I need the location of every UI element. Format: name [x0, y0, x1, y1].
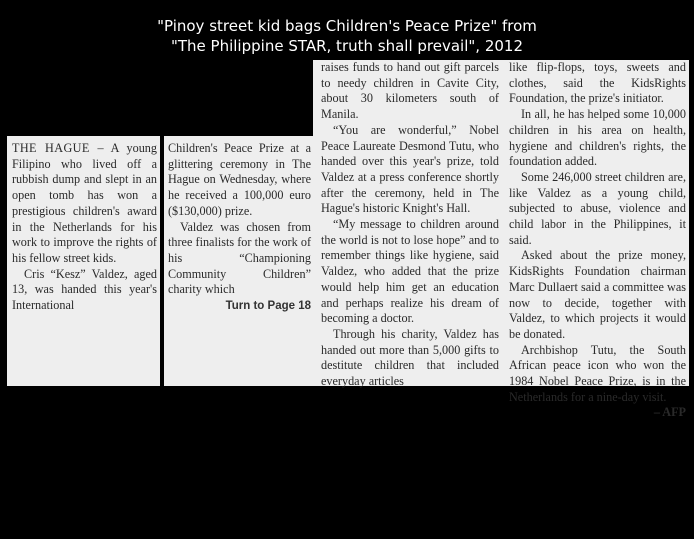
paragraph: Some 246,000 street children are, like Valdez as a young child, subjected to abuse, violence and child labor in the Philippines, it said.	[509, 169, 686, 247]
turn-to-page-label: Turn to Page 18	[225, 300, 311, 313]
image-caption	[0, 16, 694, 56]
paragraph: Valdez was chosen from three finalists for the work of his “Championing Community Children” charity which	[168, 219, 311, 297]
article-column-4	[503, 60, 689, 420]
paragraph: Children's Peace Prize at a glittering ceremony in The Hague on Wednesday, where he received a 100,000 euro ($130,000) prize.	[168, 141, 311, 218]
article-column-3	[318, 60, 503, 389]
paragraph: THE HAGUE – A young Filipino who lived off a rubbish dump and slept in an open tomb has won a prestigious children's award in the Netherlands for his work to improve the rights of his fellow street kids.	[12, 141, 157, 265]
article-column-1	[7, 136, 160, 386]
caption-line-2: "The Philippine STAR, truth shall prevail", 2012	[170, 37, 523, 55]
paragraph: raises funds to hand out gift parcels to needy children in Cavite City, about 30 kilometers south of Manila.	[321, 60, 499, 122]
dateline: THE HAGUE	[12, 141, 90, 155]
paragraph: In all, he has helped some 10,000 children in his area on health, hygiene and children's rights, the foundation added.	[509, 107, 686, 169]
credit-line: – AFP	[653, 405, 686, 420]
paragraph: like flip-flops, toys, sweets and clothes, said the KidsRights Foundation, the prize's initiator.	[509, 60, 686, 106]
caption-line-1: "Pinoy street kid bags Children's Peace Prize" from	[157, 17, 537, 35]
paragraph: Cris “Kesz” Valdez, aged 13, was handed this year's International	[12, 266, 157, 313]
paragraph: “You are wonderful,” Nobel Peace Laureate Desmond Tutu, who handed over this year's prize, told Valdez at a press conference shortly after the ceremony, held in The Hague's historic Knight's Hall.	[321, 122, 499, 216]
paragraph: Through his charity, Valdez has handed out more than 5,000 gifts to destitute children that included everyday articles	[321, 326, 499, 389]
paragraph: Asked about the prize money, KidsRights Foundation chairman Marc Dullaert said a committee was now to decide, together with Valdez, to which projects it would be donated.	[509, 248, 686, 341]
paragraph: Archbishop Tutu, the South African peace icon who won the 1984 Nobel Peace Prize, is in the Netherlands for a nine-day visit.	[509, 342, 686, 404]
article-column-2	[164, 136, 313, 386]
paragraph: “My message to children around the world is not to lose hope” and to remember things like hygiene, said Valdez, who added that the prize would help him get an education and perhaps realize his dream of becoming a doctor.	[321, 217, 499, 326]
